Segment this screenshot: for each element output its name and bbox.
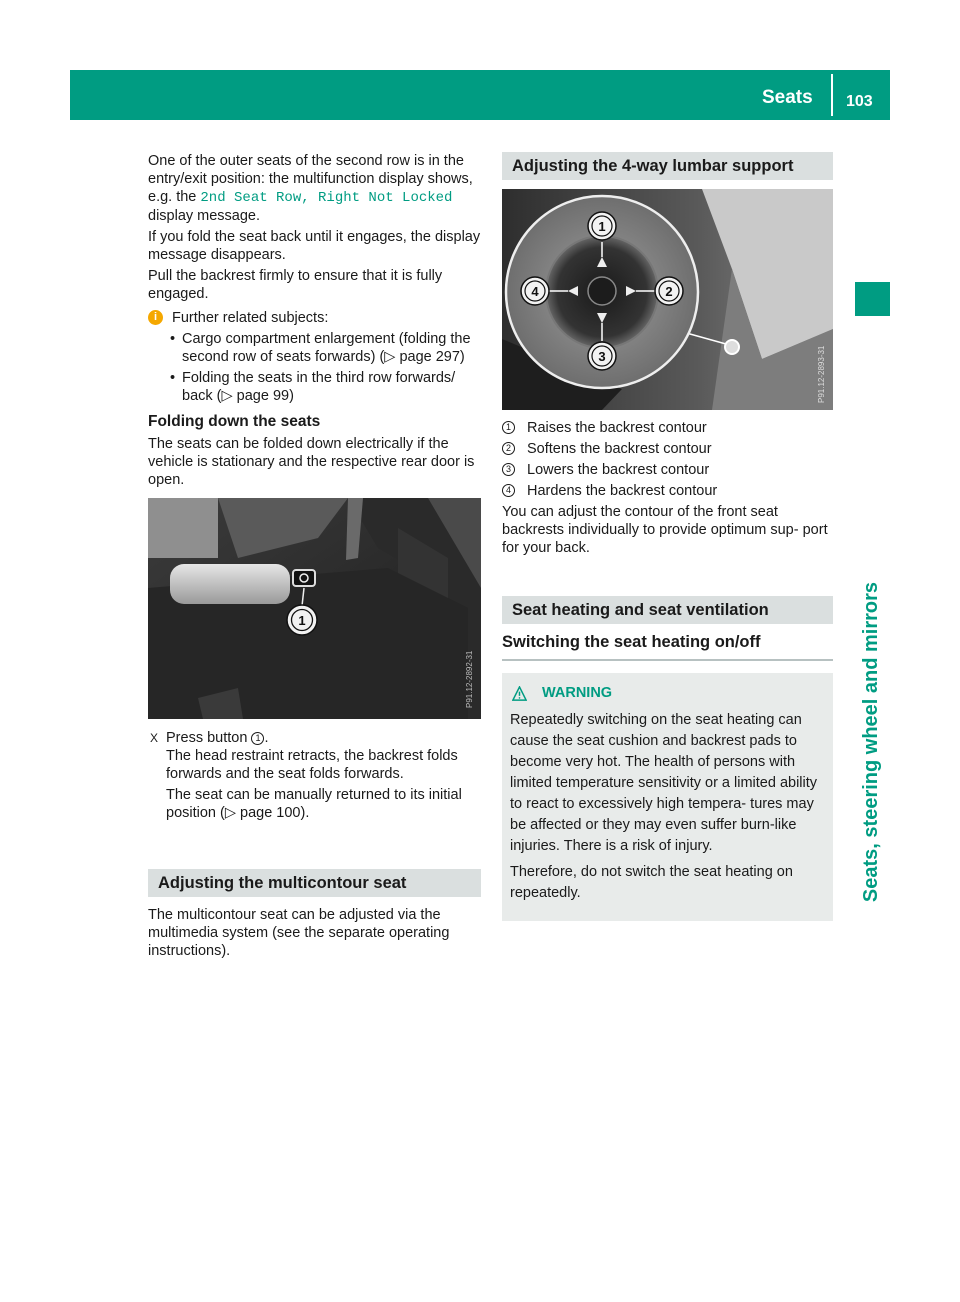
warning-header (512, 683, 825, 704)
warning-triangle-icon (512, 686, 527, 701)
lumbar-callout-4: 4 (531, 284, 539, 299)
legend-row (502, 440, 833, 458)
left-column (148, 152, 481, 963)
legend-row (502, 419, 833, 437)
right-column (502, 152, 833, 921)
warning-box (502, 673, 833, 921)
legend-number: 2 (502, 442, 515, 455)
photo-code: P91.12-2893-31 (817, 345, 826, 403)
intro-text: One of the outer seats of the second row is in the entry/exit position: the multifunction display shows, e.g. the (148, 153, 473, 205)
photo-callout: 1 (298, 613, 306, 628)
lumbar-callout-2: 2 (665, 284, 673, 299)
info-label: Further related subjects: (172, 310, 329, 326)
step-marker-icon: X (150, 731, 159, 745)
intro-text-end: display message. (148, 208, 261, 224)
warning-text: Therefore, do not switch the seat heating on repeatedly. (510, 864, 793, 901)
header-divider (831, 74, 833, 116)
legend-number: 3 (502, 463, 515, 476)
fold-paragraph: If you fold the seat back until it engages, the display message disappears. (148, 229, 481, 263)
intro-paragraph (148, 152, 481, 225)
list-item[interactable]: • Folding the seats in the third row forwards/ back (▷ page 99) (158, 369, 481, 405)
step-text: Press button (166, 730, 248, 746)
display-message: 2nd Seat Row, Right Not Locked (200, 190, 453, 206)
related-subjects-list (158, 330, 481, 405)
multicontour-section-heading: Adjusting the multicontour seat (148, 869, 481, 897)
photo-code: P91.12-2892-31 (465, 650, 474, 708)
step-text-end: . (264, 730, 269, 746)
legend-number: 4 (502, 484, 515, 497)
legend-text: Softens the backrest contour (527, 441, 712, 457)
step-note: The seat can be manually returned to its initial position (▷ page 100). (166, 787, 462, 821)
heating-subheading: Switching the seat heating on/off (502, 633, 833, 661)
seat-folding-illustration (148, 498, 481, 719)
page-number: 103 (846, 93, 873, 110)
list-item[interactable]: • Cargo compartment enlargement (folding the second row of seats forwards) (▷ page 297) (158, 330, 481, 366)
folding-paragraph: The seats can be folded down electrically if the vehicle is stationary and the respective rear door is open. (148, 436, 475, 488)
warning-title: WARNING (542, 685, 613, 701)
lumbar-callout-3: 3 (598, 349, 606, 364)
seat-folding-photo (148, 498, 481, 719)
folding-heading: Folding down the seats (148, 413, 321, 430)
lumbar-support-illustration (502, 189, 833, 410)
instruction-step (148, 729, 481, 783)
legend-row (502, 461, 833, 479)
info-note (148, 309, 481, 327)
lumbar-support-photo (502, 189, 833, 410)
multicontour-paragraph: The multicontour seat can be adjusted via the multimedia system (see the separate operating instructions). (148, 907, 450, 959)
pull-paragraph: Pull the backrest firmly to ensure that it is fully engaged. (148, 268, 443, 302)
warning-text: Repeatedly switching on the seat heating can cause the seat cushion and backrest pads to become very hot. The health of persons with limited temperature sensitivity or a limited ability to react to excessively high tempera- tures may be affected or they may even suffer burn-like injuries. There is a risk of injury. (510, 712, 818, 854)
legend-number: 1 (502, 421, 515, 434)
legend-text: Hardens the backrest contour (527, 483, 718, 499)
chapter-tab-label: Seats, steering wheel and mirrors (860, 581, 882, 903)
info-icon: i (148, 310, 163, 325)
legend-text: Raises the backrest contour (527, 420, 707, 436)
legend-row (502, 482, 833, 500)
lumbar-legend (502, 419, 833, 500)
section-title: Seats (762, 87, 813, 108)
callout-1: 1 (251, 732, 264, 745)
lumbar-section-heading: Adjusting the 4-way lumbar support (502, 152, 833, 180)
chapter-tab-marker (855, 282, 890, 316)
lumbar-callout-1: 1 (598, 219, 606, 234)
step-result: The head restraint retracts, the backrest folds forwards and the seat folds forwards. (166, 748, 458, 782)
lumbar-paragraph: You can adjust the contour of the front seat backrests individually to provide optimum sup- port for your back. (502, 504, 828, 556)
heating-section-heading: Seat heating and seat ventilation (502, 596, 833, 624)
legend-text: Lowers the backrest contour (527, 462, 710, 478)
